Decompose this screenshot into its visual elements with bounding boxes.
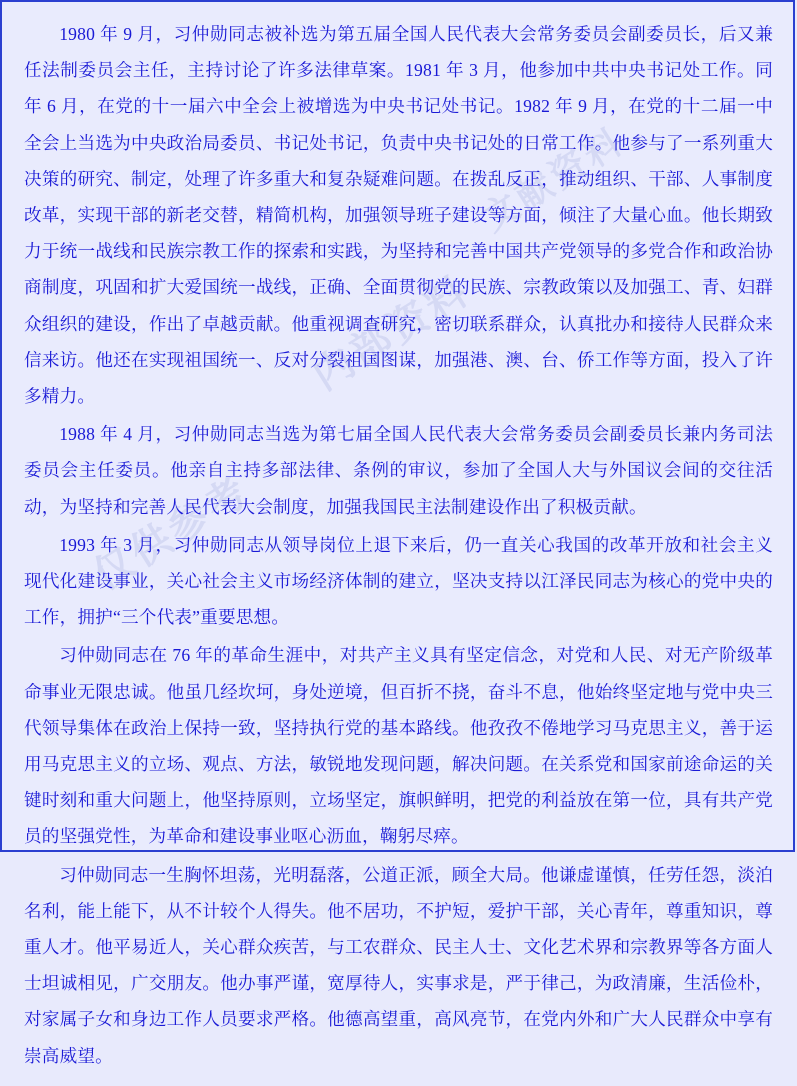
- paragraph: 1988 年 4 月，习仲勋同志当选为第七届全国人民代表大会常务委员会副委员长兼内务司法委员会主任委员。他亲自主持多部法律、条例的审议，参加了全国人大与外国议会间的交往活动，为坚持和完善人民代表大会制度，加强我国民主法制建设作出了积极贡献。: [24, 424, 773, 517]
- watermark-text-2: 仅供参考: [85, 467, 259, 599]
- paragraph: 习仲勋同志在 76 年的革命生涯中，对共产主义具有坚定信念，对党和人民、对无产阶级革命事业无限忠诚。他虽几经坎坷，身处逆境，但百折不挠，奋斗不息，他始终坚定地与党中央三代领导集体在政治上保持一致，坚持执行党的基本路线。他孜孜不倦地学习马克思主义，善于运用马克思主义的立场、观点、方法，敏锐地发现问题，解决问题。在关系党和国家前途命运的关键时刻和重大问题上，他坚持原则，立场坚定，旗帜鲜明，把党的利益放在第一位，具有共产党员的坚强党性，为革命和建设事业呕心沥血，鞠躬尽瘁。: [24, 645, 773, 847]
- watermark-text-1: 内部资料: [305, 267, 479, 399]
- watermark-text-3: 文献资料: [474, 120, 632, 239]
- paragraph: 1993 年 3 月，习仲勋同志从领导岗位上退下来后，仍一直关心我国的改革开放和社会主义现代化建设事业，关心社会主义市场经济体制的建立，坚决支持以江泽民同志为核心的党中央的工作，拥护“三个代表”重要思想。: [24, 534, 773, 628]
- paragraph: 1980 年 9 月，习仲勋同志被补选为第五届全国人民代表大会常务委员会副委员长，后又兼任法制委员会主任，主持讨论了许多法律草案。1981 年 3 月，他参加中共中央书记处工作。同年 6 月，在党的十一届六中全会上被增选为中央书记处书记。1982 年 9 月，在党的十二届一中全会上当选为中央政治局委员、书记处书记，负责中央书记处的日常工作。他参与了一系列重大决策的研究、制定，处理了许多重大和复杂疑难问题。在拨乱反正，推动组织、干部、人事制度改革，实现干部的新老交替，精简机构，加强领导班子建设等方面，倾注了大量心血。他长期致力于统一战线和民族宗教工作的探索和实践，为坚持和完善中国共产党领导的多党合作和政治协商制度，巩固和扩大爱国统一战线，正确、全面贯彻党的民族、宗教政策以及加强工、青、妇群众组织的建设，作出了卓越贡献。他重视调查研究，密切联系群众，认真批办和接待人民群众来信来访。他还在实现祖国统一、反对分裂祖国图谋，加强港、澳、台、侨工作等方面，投入了许多精力。: [24, 24, 773, 407]
- paragraph: 习仲勋同志一生胸怀坦荡，光明磊落，公道正派，顾全大局。他谦虚谨慎，任劳任怨，淡泊名利，能上能下，从不计较个人得失。他不居功，不护短，爱护干部，关心青年，尊重知识，尊重人才。他平易近人，关心群众疾苦，与工农群众、民主人士、文化艺术界和宗教界等各方面人士坦诚相见，广交朋友。他办事严谨，宽厚待人，实事求是，严于律己，为政清廉，生活俭朴，对家属子女和身边工作人员要求严格。他德高望重，高风亮节，在党内外和广大人民群众中享有崇高威望。: [24, 864, 773, 1066]
- document-body: [2, 2, 793, 1086]
